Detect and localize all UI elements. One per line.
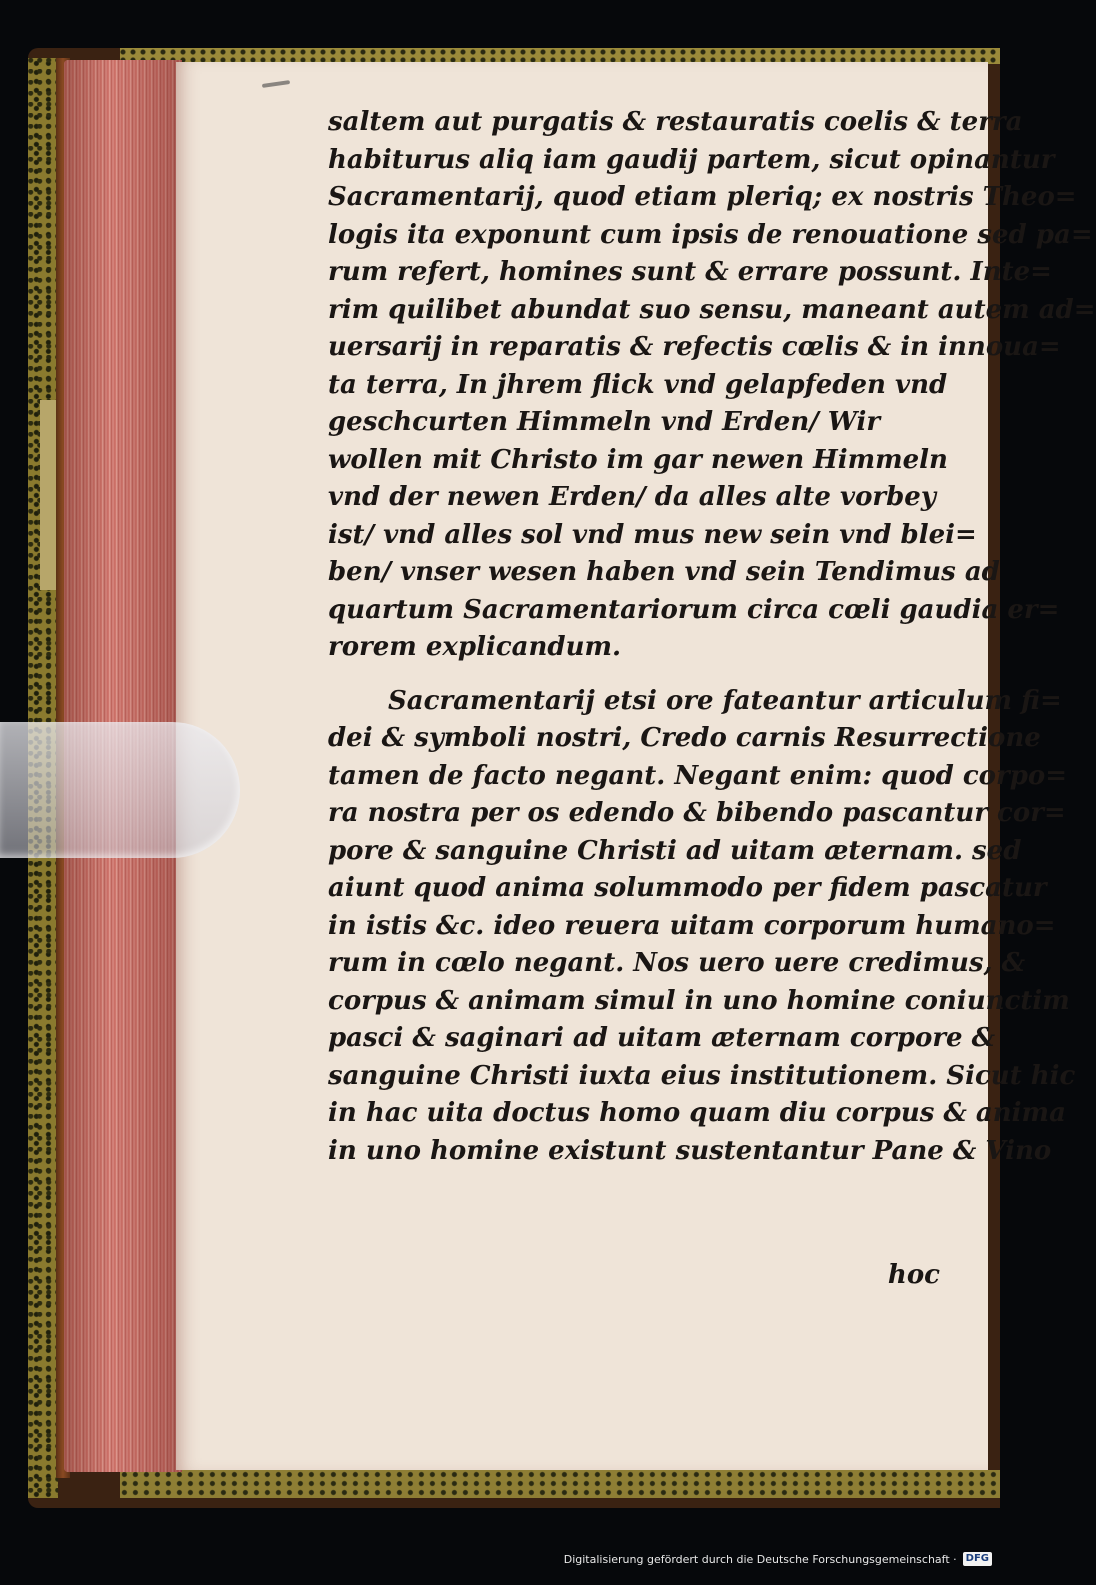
text-line: rim quilibet abundat suo sensu, maneant autem ad=: [328, 294, 1096, 325]
text-line: Sacramentarij etsi ore fateantur articulum fi=: [388, 685, 1062, 716]
catchword: hoc: [887, 1260, 940, 1290]
book-page: [176, 62, 1096, 1470]
text-line: Sacramentarij, quod etiam pleriq; ex nostris Theo=: [328, 182, 1077, 212]
plastic-page-clip: [0, 722, 240, 858]
text-line: in uno homine existunt sustentantur Pane & Vino: [328, 1135, 1052, 1166]
text-line: in hac uita doctus homo quam diu corpus & anima: [328, 1098, 1066, 1128]
text-line: habiturus aliq iam gaudij partem, sicut opinantur: [328, 144, 1055, 175]
text-line: geschcurten Himmeln vnd Erden/ Wir: [328, 407, 881, 437]
paragraph-2: [328, 683, 1076, 1171]
ink-speck: [262, 80, 290, 88]
credit-text: Digitalisierung gefördert durch die Deutsche Forschungsgemeinschaft ·: [563, 1552, 957, 1566]
text-line: uersarij in reparatis & refectis cœlis & in innoua=: [328, 332, 1061, 362]
digitization-credit: [564, 1552, 992, 1566]
text-line: sanguine Christi iuxta eius institutionem. Sicut hic: [328, 1060, 1076, 1091]
dfg-logo: DFG: [963, 1552, 992, 1566]
text-line: dei & symboli nostri, Credo carnis Resurrectione: [328, 723, 1041, 753]
text-line: ist/ vnd alles sol vnd mus new sein vnd blei=: [328, 519, 977, 550]
text-line: pasci & saginari ad uitam æternam corpore &: [328, 1023, 996, 1053]
text-line: ben/ vnser wesen haben vnd sein Tendimus ad: [328, 557, 1000, 587]
text-line: pore & sanguine Christi ad uitam æternam. sed: [328, 835, 1022, 866]
text-line: rum refert, homines sunt & errare possunt. Inte=: [328, 257, 1052, 287]
text-line: corpus & animam simul in uno homine coniunctim: [328, 985, 1070, 1016]
text-line: wollen mit Christo im gar newen Himmeln: [328, 444, 948, 475]
text-line: aiunt quod anima solummodo per fidem pascatur: [328, 873, 1047, 903]
bottom-board-edge: [120, 1470, 1000, 1498]
text-line: tamen de facto negant. Negant enim: quod corpo=: [328, 760, 1068, 791]
text-line: vnd der newen Erden/ da alles alte vorbey: [328, 482, 936, 512]
paragraph-1: [328, 104, 1096, 667]
text-line: quartum Sacramentariorum circa cœli gaudia er=: [328, 594, 1060, 625]
paragraph-gap: [328, 667, 968, 683]
page-text: [328, 104, 1096, 1170]
text-line: ta terra, In jhrem flick vnd gelapfeden vnd: [328, 369, 948, 400]
text-line: ra nostra per os edendo & bibendo pascantur cor=: [328, 798, 1066, 828]
text-line: rorem explicandum.: [328, 632, 622, 662]
text-line: rum in cœlo negant. Nos uero uere credimus, &: [328, 948, 1026, 978]
text-line: in istis &c. ideo reuera uitam corporum humano=: [328, 910, 1056, 941]
text-line: logis ita exponunt cum ipsis de renouatione sed pa=: [328, 219, 1093, 250]
text-line: saltem aut purgatis & restauratis coelis & terra: [328, 107, 1023, 137]
